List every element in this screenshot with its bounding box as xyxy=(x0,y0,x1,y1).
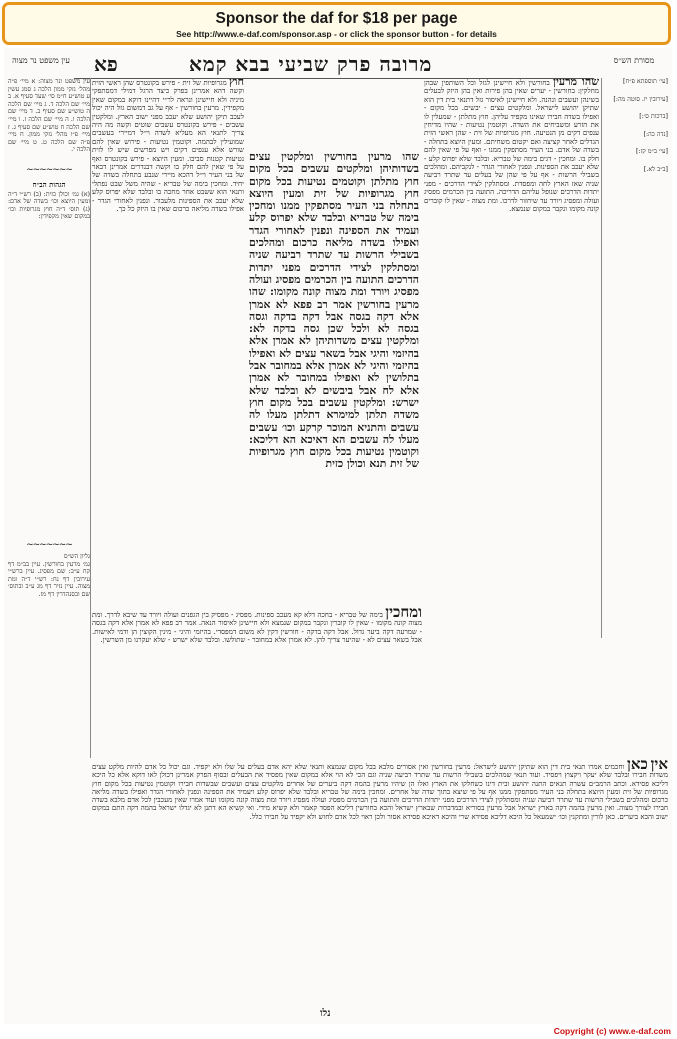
talmud-page xyxy=(4,48,672,1024)
ein-mishpat-margin xyxy=(8,78,90,498)
rashi-opening-word: שהו מרעין xyxy=(553,78,599,88)
commentary-bottom-block xyxy=(92,760,668,1008)
divider-ornament: ~~~~~~~ xyxy=(26,540,72,550)
sponsor-title: Sponsor the daf for $18 per page xyxy=(215,10,458,27)
masoret-margin xyxy=(604,78,668,638)
catchword: נלו xyxy=(320,1008,331,1019)
rashi-lower-text: בימה של טבריא - בחכה דלא קא מעכב ספינות. מפסיג - מפסיק בין הגפנים ועולה ויורד עד שיבא לדרך. ומת מצוה קונה מקומו - שאין לו קוברין ונקבר במקום שנמצא ולא חיישינן לאיסור הנאה. אמר רב פפא לא אמרן אלא דקה בגסה - שמרעה דקה ביער גדול. אבל דקה בדקה - חורשין דקין לא משום דמפסדי. בהיזמי והיגי - מינין הקוצין הן ודמי לאישות. אבל בשאר עצים לא - שהיער צריך להן. לא אמרן אלא במחובר - שתולשו. ובלבד שלא ישרש - שלא יעקרנו מן השרשין. xyxy=(92,611,422,645)
sponsor-banner[interactable] xyxy=(2,2,671,45)
gilyon-text: גמ׳ מרעין בחורשין. עיין בב״מ דף קח ע״ב: שם מפסיג. עיין ברש״י עירובין דף נח: רש״י ד״ה ומת מצוה. עיין נזיר דף מג ע״ב ובתוס׳ שם ובסנהדרין דף מז. xyxy=(8,560,90,598)
masoret-note: [נדה כה:] xyxy=(643,130,668,138)
hagahot-text: (א) גמ׳ וכולן כזית: (ב) רש״י ד״ה ומעין היוצא וכו׳ בשדה של אדם: (ג) תוס׳ ד״ה חוץ מגרופיות וכו׳ במקום שאין מקפידין: xyxy=(8,190,90,221)
bottom-text: וחכמים אמרו תנאי בית דין הוא שתיקן יהושע לישראל: מרעין בחורשין ואין אסורים מלבא בכל מקום שנמצא ותנאי שלא יהא אדם בעלים על שלו ולא יקפיד. וגם יכול כל אדם להיות מלקט עצים משדות חבירו ובלבד שלא יעקר ויקצוץ ויפסיד. ועוד תנאי שמהלכים בשבילי הרשות עד שתרד רביעה שניה וגם הכי לא הוי אלא במקום שאין מפסיד את הבעלים ובסוף הפרק אמרינן דכולן לאו דוקא אלא כל היכא דליכא פסידא. וכתב הרמב״ם עשרה תנאים התנה יהושע ובית דינו כשחלקו את הארץ ואלו הן שיהיו מרעין בהמה דקה ביערים של אחרים מלקטים עצים ועשבים שבשדות חבירו וקוטמין נטיעות בכל מקום חוץ מגרופיות של זית ומעין היוצא בתחלה בני העיר מסתפקין ממנו אף על פי שיצא בתוך שדה של אחרים. ומחכין בימה של טבריא ובלבד שלא יפרוס קלע ויעמיד את הספינה ונפנין לאחורי הגדר ואפילו בשדה מליאה כרכום ומהלכים בשבילי הרשות עד שתרד רביעה שניה ומסתלקין לצידי הדרכים מפני יתדות הדרכים והתועה בין הכרמים מפסיג ועולה מפסיג ויורד ומת מצוה קונה מקומו ועוד אמרו שאין מעכבין לכל אדם מלבא בשדה חבירו לצורך מצוה. ואין מרעין בהמה דקה בארץ ישראל אבל מרעין בסוריא ובמדברות שבארץ ישראל והכא בחורשין דליכא הפסד קאמר ולא קשיא מידי. ואי קשיא הא דתנן לא יגדלו ישראל בהמה דקה התם במקום ישוב והכא ביערים. כאן לורין ומתקנין וכו׳ ישמעאל כל היכא דליכא פסידא שרי והיכא דאיכא פסידא אסור ולכן ראוי לכל אדם לחוש ולא יקפיד על חבירו כלל. xyxy=(92,763,668,821)
rashi-column xyxy=(424,78,599,760)
column-divider xyxy=(90,78,91,758)
rashi-text: בחורשין ולא חיישינן לגזל וכל השותפין שבהן מחלקין: בחורשין - יערים שאין בהן פירות ואין בהן היזק לבעלים בשינהן ועשבים ונהנה. ולא חיישינן לאיסור גזל דתנאי בית דין הוא שתיקן יהושע לישראל. ומלקטים עצים - יבשים. בכל מקום - ואפילו בשדה חבירו שאינו מקפיד עליהן. חוץ מתלתן - שמעלין לו את הזרע ומשביחים את השדה. וקוטמין נטיעות - שהיו מדיחין ענפים דקים מן הנטיעה. חוץ מגרופיות של זית - שהן ראשי הזית הגדלים לאחר קציצה ואם יקטום משחיתם. ומעין היוצא בתחלה - בשדה של אדם. בני העיר מסתפקין ממנו - ואף על פי שאין להם חלק בו. ומחכין - דגים בימה של טבריא. ובלבד שלא יפרוס קלע - שלא יעכב את הספינות. ונפנין לאחורי הגדר - לנקביהם. ומהלכים בשבילי הרשות - אף על פי שהן של בעלים עד שתרד רביעה שניה שאז הארץ לחה ומפסדת. ומסתלקין לצידי הדרכים - מפני יתדות הדרכים שנופל עליהם הדריכה. התועה בין הכרמים מפסיג ועולה ומפסיג ויורד עד שיחזור לדרכו. ומת מצוה - שאין לו קוברים קונה מקומו ונקבר במקום שנמצא. xyxy=(424,79,599,214)
hagahot-title: הגהות הב״ח xyxy=(32,179,66,189)
gilyon-title: גליון הש״ס xyxy=(64,553,90,560)
masoret-note: [עי׳ ב״מ קז:] xyxy=(636,148,668,156)
rashi-lower-opening-word: ומחכין xyxy=(385,608,422,621)
sponsor-subtitle: See http://www.e-daf.com/sponsor.asp - or click the sponsor button - for details xyxy=(176,29,497,39)
masoret-note: [ברכות ס׳:] xyxy=(639,113,668,121)
masoret-note: [ב״ב לא.] xyxy=(643,165,668,173)
masoret-heading: מסורת הש״ס xyxy=(613,56,655,65)
divider-ornament: ~~~~~~~ xyxy=(26,164,72,175)
masoret-note: [עי׳ תוספתא פ״ח] xyxy=(623,78,668,85)
ein-mishpat-heading: עין משפט נר מצוה xyxy=(12,56,70,65)
gemara-column xyxy=(249,151,419,611)
bottom-opening-word: אין xyxy=(650,760,668,773)
ein-mishpat-text: עין משפט ונר מצוה: א מיי׳ פ״ה מהל׳ נזקי ממון הלכה ג סמג עשין ע טוש״ע ח״מ סי׳ שעד סעיף א. ב מיי׳ שם הלכה ד. ג מיי׳ שם הלכה ה טוש״ע שם סעיף ב. ד מיי׳ שם הלכה ו. ה מיי׳ שם הלכה ז. ו מיי׳ שם הלכה ח טוש״ע שם סעיף ג. ז מיי׳ פ״ו מהל׳ נזקי ממון. ח מיי׳ פ״ה שם הלכה ט. ט מיי׳ שם הלכה י. xyxy=(8,78,90,154)
column-divider xyxy=(601,78,602,638)
gemara-text: שהו מרעין בחורשין ומלקטין עצים בשדותיהן ומלקטים עשבים בכל מקום חוץ מתלתן וקוטמים נטיעות בכל מקום חוץ מגרופיות של זית ומעין היוצא בתחלה בני העיר מסתפקין ממנו ומחכין בימה של טבריא ובלבד שלא יפרוס קלע ועמיד את הספינה ונפנין לאחורי הגדר ואפילו בשדה מליאה כרכום ומהלכים בשבילי הרשות עד שתרד רביעה שניה ומסתלקין לצידי הדרכים מפני יתדות הדרכים התועה בין הכרמים מפסיג ועולה מפסיג ויורד ומת מצוה קונה מקומו: שהו מרעין בחורשין אמר רב פפא לא אמרן אלא דקה בגסה אבל דקה בדקה וגסה בגסה לא ולכל שכן גסה בדקה לא: ומלקטין עצים משדותיהן לא אמרן אלא בהיזמי והיגי אבל בשאר עצים לא ואפילו בהיזמי והיגי לא אמרן אלא במחובר אבל בתלושין לא ואפילו במחובר לא אמרן אלא לח אבל ביבשים לא ובלבד שלא ישרש: ומלקטין עשבים בכל מקום חוץ משדה תלתן למימרא דתלתן מעלו לה עשבים והתניא המוכר קרקע וכו׳ עשבים מעלו לה עשבים הא דאיכא הא דליכא: וקוטמין נטיעות בכל מקום חוץ מגרופיות של זית תנא וכולן כזית xyxy=(249,151,419,471)
rashi-lower-block xyxy=(92,608,422,758)
masoret-note: [עירובין יז. סוטה מה:] xyxy=(613,95,668,103)
gilyon-margin xyxy=(8,538,90,748)
tosafot-text: מגרופיות של זית - פירש בקונטרס שהן ראשי הזית וקשה דהא אמרינן בפרק כיצד הרגל דמילי דמסתפקי מיניה ולא חיישינן ונראה לר״י דהיינו דוקא במקום שאין מקפידין. מרעין בחורשין - אף על גב דמשום גזל היה יכול לעכב תיקן יהושע שלא יעכב מפני ישוב הארץ. ומלקטין עשבים - פירש בקונטרס עשבים שוטים וקשה מה היה צריך לתנאי הא מעליא לשדה וי״ל דמיירי בעשבים שמועילין לבהמה. וקוטמין נטיעות - פירוש שאין להם שורש אלא ענפים דקים ויש מפרשים שיש לו לזית נטיעות קטנות סביבו. ומעין היוצא - פירש בקונטרס ואף על פי שאין להם חלק בו וקשה דבנדרים אמרינן דבאר של בני העיר וי״ל דהכא מיירי שנבע בתחלה בשדה של יחיד. ומחכין בימה של טבריא - שהיה משל שבט נפתלי ותנאי הוא ששבט אחר מחכה בו ובלבד שלא יפרוס קלע שלא יעכב את הספינות מלעבור. ונפנין לאחורי הגדר - אפילו בשדה מליאה כרכום שאין בו היזק כל כך. xyxy=(92,79,244,214)
copyright-link[interactable]: Copyright (c) www.e-daf.com xyxy=(553,1026,671,1036)
page-title: מרובה פרק שביעי בבא קמא xyxy=(189,52,433,76)
bottom-opening-word-2: כאן xyxy=(627,760,648,773)
tosafot-opening-word: חוץ xyxy=(228,78,244,88)
page-leaf-number: פא xyxy=(94,52,118,76)
